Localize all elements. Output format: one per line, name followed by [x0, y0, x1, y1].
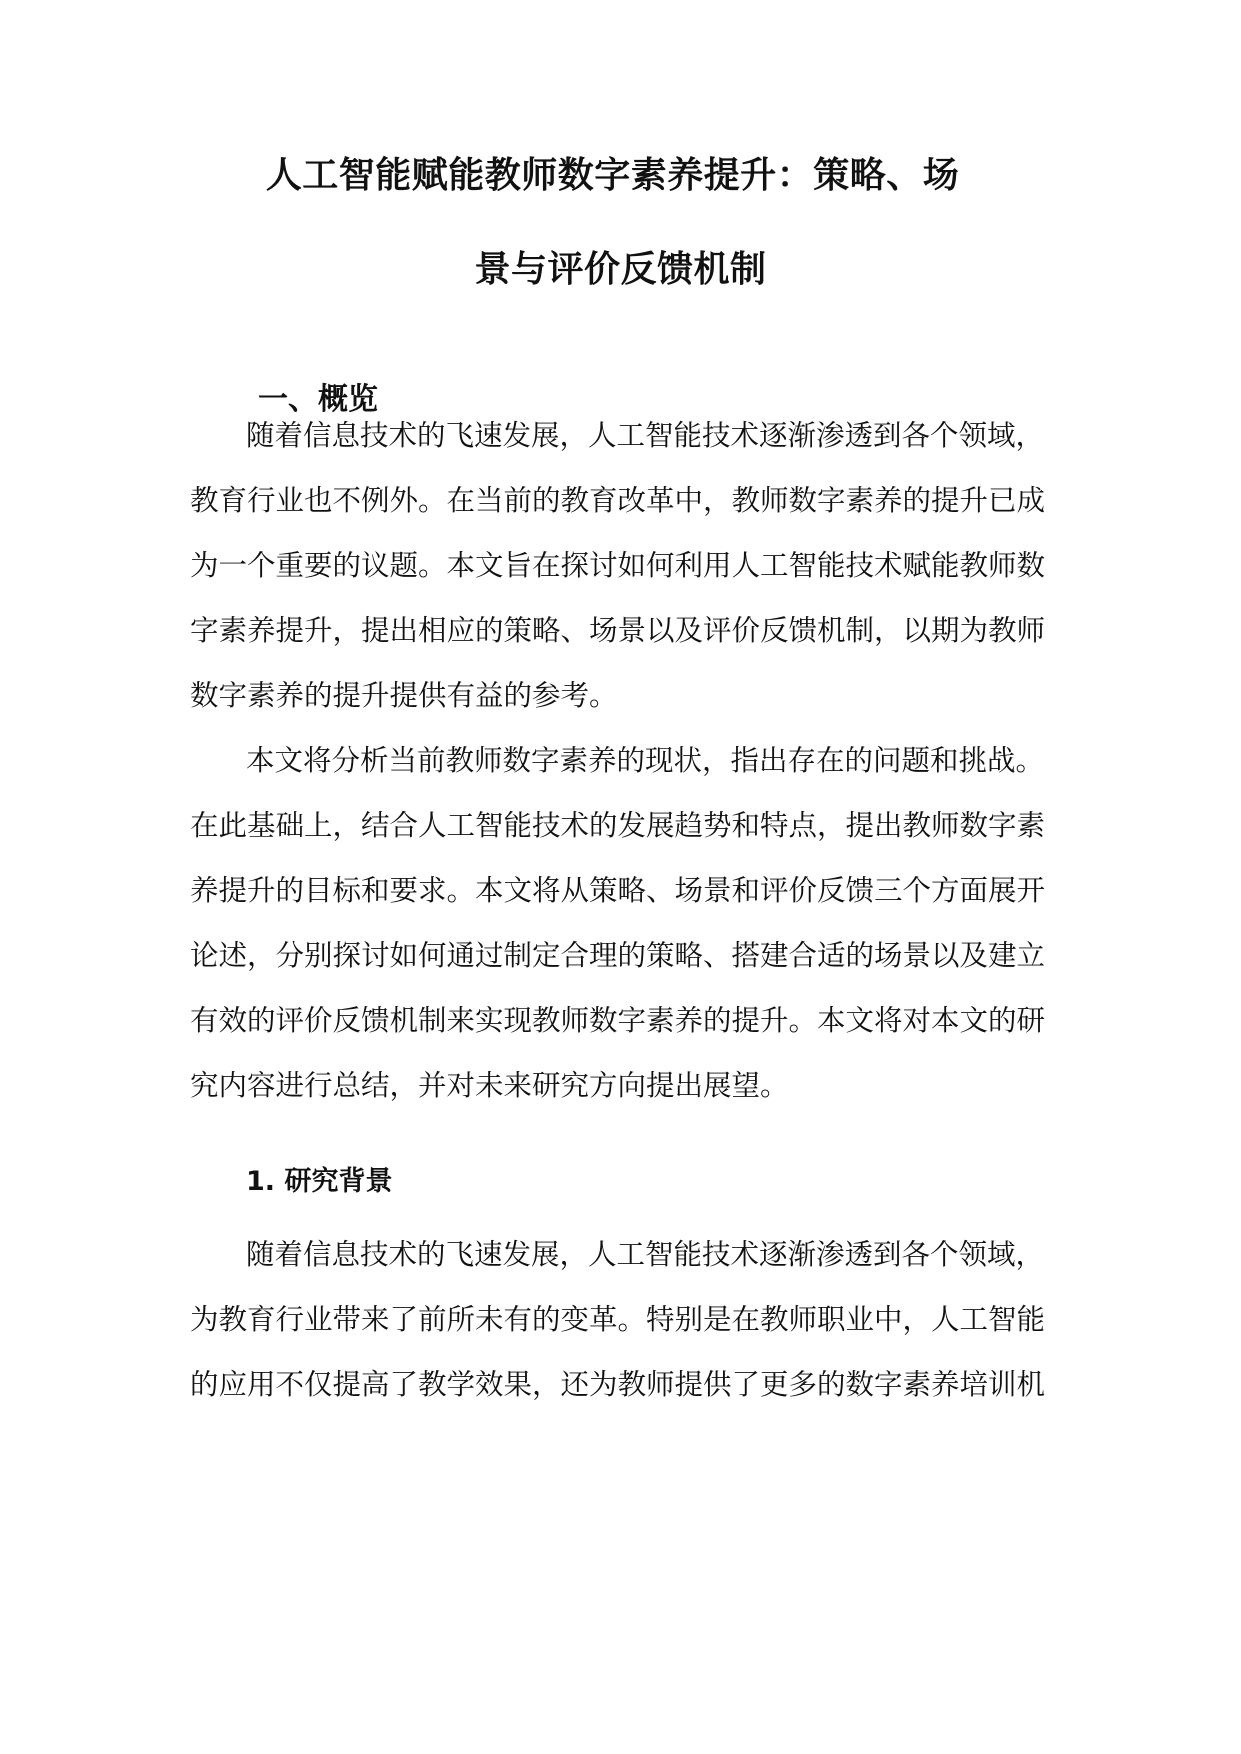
paragraph-line: 究内容进行总结，并对未来研究方向提出展望。 — [190, 1069, 789, 1102]
paragraph-line: 教育行业也不例外。在当前的教育改革中，教师数字素养的提升已成 — [190, 484, 1046, 517]
subsection-heading-research-background: 1. 研究背景 — [246, 1166, 393, 1197]
paragraph-line: 在此基础上，结合人工智能技术的发展趋势和特点，提出教师数字素 — [190, 809, 1046, 842]
document-title-line-2: 景与评价反馈机制 — [474, 249, 767, 290]
paragraph-line: 养提升的目标和要求。本文将从策略、场景和评价反馈三个方面展开 — [190, 874, 1046, 907]
paragraph-line: 数字素养的提升提供有益的参考。 — [190, 679, 618, 712]
paragraph-line: 随着信息技术的飞速发展，人工智能技术逐渐渗透到各个领域， — [246, 1238, 1045, 1271]
document-title-line-1: 人工智能赋能教师数字素养提升：策略、场 — [265, 155, 960, 196]
paragraph-line: 的应用不仅提高了教学效果，还为教师提供了更多的数字素养培训机 — [190, 1368, 1046, 1401]
paragraph-line: 随着信息技术的飞速发展，人工智能技术逐渐渗透到各个领域， — [246, 419, 1045, 452]
paragraph-line: 为一个重要的议题。本文旨在探讨如何利用人工智能技术赋能教师数 — [190, 549, 1046, 582]
paragraph-line: 论述，分别探讨如何通过制定合理的策略、搭建合适的场景以及建立 — [190, 939, 1046, 972]
paragraph-line: 为教育行业带来了前所未有的变革。特别是在教师职业中，人工智能 — [190, 1303, 1046, 1336]
section-heading-overview: 一、概览 — [258, 382, 378, 417]
paragraph-line: 字素养提升，提出相应的策略、场景以及评价反馈机制，以期为教师 — [190, 614, 1046, 647]
paragraph-line: 本文将分析当前教师数字素养的现状，指出存在的问题和挑战。 — [246, 744, 1045, 777]
paragraph-line: 有效的评价反馈机制来实现教师数字素养的提升。本文将对本文的研 — [190, 1004, 1046, 1037]
